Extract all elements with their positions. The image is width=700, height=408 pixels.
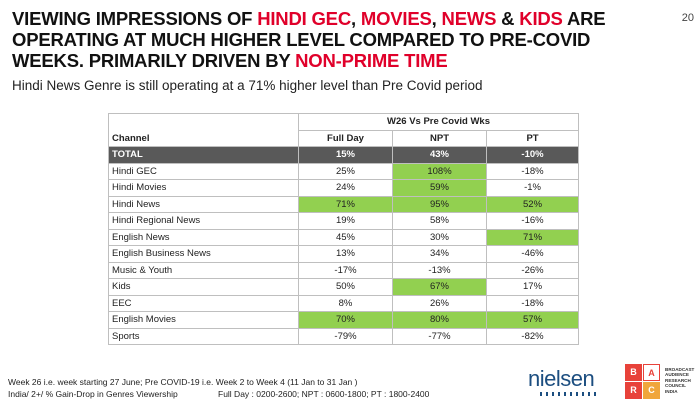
barc-letter-r: R (625, 382, 642, 399)
cell-pt: -1% (487, 180, 579, 197)
footnote-scope: India/ 2+/ % Gain-Drop in Genres Viewership (8, 389, 178, 399)
cell-full-day: 19% (299, 213, 393, 230)
table-row (109, 229, 579, 246)
cell-full-day: 15% (299, 147, 393, 164)
column-header-npt: NPT (393, 130, 487, 147)
table-row (109, 213, 579, 230)
barc-letter-b: B (625, 364, 642, 381)
genre-table (108, 113, 579, 345)
column-header-pt: PT (487, 130, 579, 147)
row-name: EEC (109, 295, 299, 312)
cell-npt: 34% (393, 246, 487, 263)
row-name: TOTAL (109, 147, 299, 164)
subtitle: Hindi News Genre is still operating at a 71% higher level than Pre Covid period (12, 78, 483, 93)
table-row (109, 279, 579, 296)
cell-npt: 108% (393, 163, 487, 180)
cell-npt: 43% (393, 147, 487, 164)
row-name: Music & Youth (109, 262, 299, 279)
table-row (109, 163, 579, 180)
cell-npt: 58% (393, 213, 487, 230)
nielsen-logo: nielsen (528, 366, 595, 391)
cell-npt: 80% (393, 312, 487, 329)
row-name: Kids (109, 279, 299, 296)
cell-full-day: -17% (299, 262, 393, 279)
footnote-weeks: Week 26 i.e. week starting 27 June; Pre COVID-19 i.e. Week 2 to Week 4 (11 Jan to 31 Jan ) (8, 377, 358, 387)
cell-pt: -18% (487, 295, 579, 312)
row-name: Sports (109, 328, 299, 345)
table-row (109, 312, 579, 329)
table-row (109, 196, 579, 213)
cell-npt: 30% (393, 229, 487, 246)
cell-pt: -82% (487, 328, 579, 345)
row-name: English Business News (109, 246, 299, 263)
cell-npt: -13% (393, 262, 487, 279)
headline: VIEWING IMPRESSIONS OF HINDI GEC, MOVIES, NEWS & KIDS ARE OPERATING AT MUCH HIGHER LEVEL COMPARED TO PRE-COVID WEEKS. PRIMARILY DRIVEN BY NON-PRIME TIME (12, 8, 606, 71)
table-row (109, 246, 579, 263)
headline-highlight-non-prime-time: NON-PRIME TIME (295, 50, 448, 71)
barc-logo-text: BROADCAST AUDIENCE RESEARCH COUNCIL INDIA (665, 367, 695, 394)
headline-highlight-news: NEWS (441, 8, 497, 29)
cell-npt: 59% (393, 180, 487, 197)
cell-full-day: 24% (299, 180, 393, 197)
footnote-dayparts: Full Day : 0200-2600; NPT : 0600-1800; PT : 1800-2400 (218, 389, 430, 399)
group-header: W26 Vs Pre Covid Wks (299, 114, 579, 131)
cell-npt: 26% (393, 295, 487, 312)
cell-full-day: 45% (299, 229, 393, 246)
cell-npt: 67% (393, 279, 487, 296)
headline-highlight-kids: KIDS (519, 8, 563, 29)
column-header-full-day: Full Day (299, 130, 393, 147)
cell-full-day: 70% (299, 312, 393, 329)
cell-pt: 17% (487, 279, 579, 296)
channel-header: Channel (109, 114, 299, 147)
page-number: 20 (681, 12, 694, 24)
cell-full-day: 25% (299, 163, 393, 180)
cell-full-day: 13% (299, 246, 393, 263)
total-row (109, 147, 579, 164)
cell-pt: 71% (487, 229, 579, 246)
cell-full-day: 8% (299, 295, 393, 312)
headline-highlight-hindi-gec: HINDI GEC (257, 8, 351, 29)
cell-pt: -16% (487, 213, 579, 230)
row-name: Hindi Movies (109, 180, 299, 197)
cell-pt: -10% (487, 147, 579, 164)
cell-pt: -46% (487, 246, 579, 263)
nielsen-logo-dots (540, 392, 600, 396)
table-row (109, 262, 579, 279)
row-name: Hindi GEC (109, 163, 299, 180)
row-name: English Movies (109, 312, 299, 329)
cell-full-day: 71% (299, 196, 393, 213)
cell-full-day: -79% (299, 328, 393, 345)
barc-letter-a: A (643, 364, 660, 381)
barc-letter-c: C (643, 382, 660, 399)
cell-pt: 52% (487, 196, 579, 213)
cell-pt: -18% (487, 163, 579, 180)
table-row (109, 180, 579, 197)
cell-npt: 95% (393, 196, 487, 213)
barc-logo (625, 364, 661, 400)
cell-pt: -26% (487, 262, 579, 279)
table-row (109, 328, 579, 345)
row-name: English News (109, 229, 299, 246)
row-name: Hindi News (109, 196, 299, 213)
headline-highlight-movies: MOVIES (360, 8, 432, 29)
row-name: Hindi Regional News (109, 213, 299, 230)
cell-pt: 57% (487, 312, 579, 329)
cell-npt: -77% (393, 328, 487, 345)
cell-full-day: 50% (299, 279, 393, 296)
table-row (109, 295, 579, 312)
